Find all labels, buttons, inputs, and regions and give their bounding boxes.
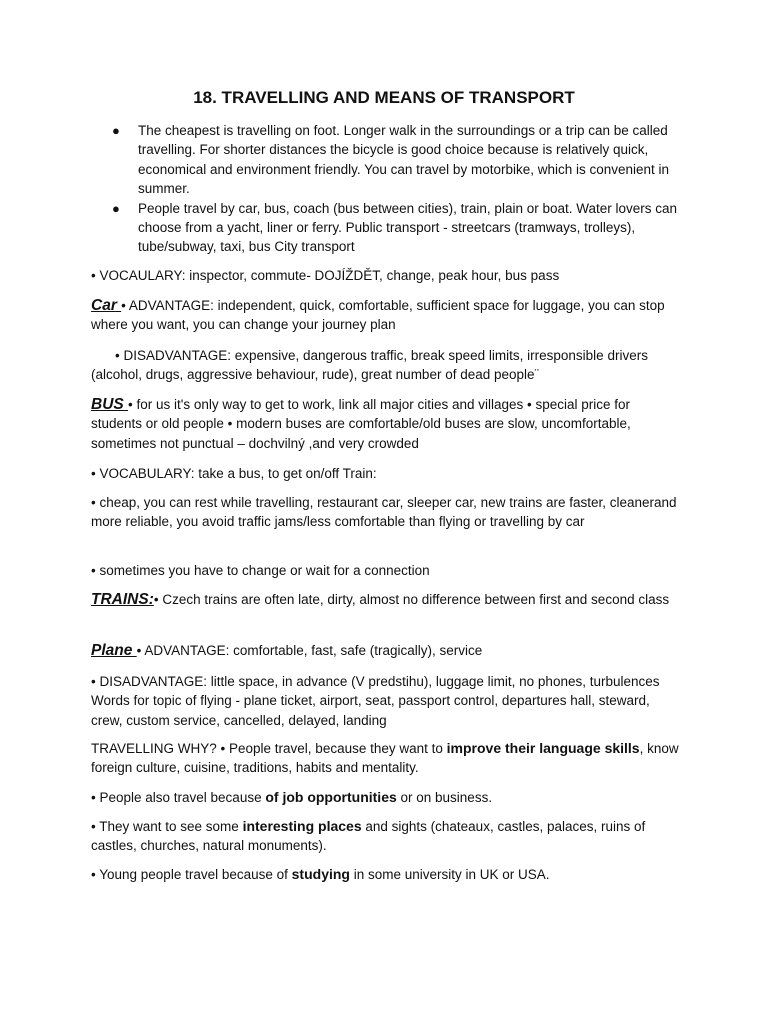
plane-disadvantage-paragraph: • DISADVANTAGE: little space, in advance (V predstihu), luggage limit, no phones, turbulences Words for topic of flying - plane ticket, airport, seat, passport control, departures hall, steward, crew, custom service, cancelled, delayed, landing [91, 674, 660, 728]
job-paragraph [91, 788, 681, 807]
bus-heading: BUS [91, 396, 129, 413]
trains-heading: TRAINS: [91, 591, 154, 608]
vocabulary-train-paragraph: • VOCABULARY: take a bus, to get on/off Train: [91, 466, 377, 481]
why-tail-text: , know foreign culture, cuisine, traditions, habits and mentality. [91, 741, 679, 776]
plane-advantage-text: • ADVANTAGE: comfortable, fast, safe (tragically), service [136, 643, 483, 658]
bullet-icon: ● [112, 200, 120, 216]
plane-heading: Plane [91, 642, 137, 659]
young-people-paragraph [91, 865, 681, 884]
job-bold-text: of job opportunities [265, 789, 397, 805]
list-item [110, 121, 688, 199]
job-lead-text: • People also travel because [91, 790, 266, 805]
bullet-icon: ● [112, 123, 120, 138]
travelling-why-paragraph [91, 739, 681, 778]
bullet-text: People travel by car, bus, coach (bus between cities), train, plain or boat. Water lovers can choose from a yacht, liner or ferry. Public transport - streetcars (tramways, trolleys), tube/subway, taxi, bus City transport [138, 200, 678, 255]
places-tail-text: and sights (chateaux, castles, palaces, ruins of castles, churches, natural monuments). [91, 819, 646, 854]
train-advantage-paragraph: • cheap, you can rest while travelling, restaurant car, sleeper car, new trains are faster, cleanerand more reliable, you avoid traffic jams/less comfortable than flying or travelling by car [91, 495, 677, 530]
vocabulary-paragraph: • VOCAULARY: inspector, commute- DOJÍŽDĚT, change, peak hour, bus pass [91, 268, 560, 283]
places-lead-text: • They want to see some [91, 819, 243, 834]
young-lead-text: • Young people travel because of [91, 867, 292, 882]
list-item [110, 199, 688, 257]
bus-paragraph [91, 395, 681, 453]
bullet-text: The cheapest is travelling on foot. Longer walk in the surroundings or a trip can be called travelling. For shorter distances the bicycle is good choice because is relatively quick, economical and environment friendly. You can travel by motorbike, which is convenient in summer. [138, 123, 670, 197]
places-paragraph [91, 817, 681, 856]
car-disadvantage-paragraph: • DISADVANTAGE: expensive, dangerous traffic, break speed limits, irresponsible drivers (alcohol, drugs, aggressive behaviour, rude), great number of dead people¨ [91, 348, 648, 383]
train-connection-paragraph: • sometimes you have to change or wait for a connection [91, 563, 430, 578]
car-heading: Car [91, 297, 122, 314]
young-tail-text: in some university in UK or USA. [349, 867, 550, 882]
places-bold-text: interesting places [242, 818, 362, 834]
bus-text: • for us it's only way to get to work, link all major cities and villages • special price for students or old people • modern buses are comfortable/old buses are slow, uncomfortable, sometimes not punctual – dochvilný ,and very crowded [91, 397, 631, 451]
trains-text: • Czech trains are often late, dirty, almost no difference between first and second class [153, 592, 670, 607]
trains-paragraph [91, 590, 681, 609]
intro-bullet-list [110, 121, 688, 257]
document-title: 18. TRAVELLING AND MEANS OF TRANSPORT [193, 88, 575, 107]
why-bold-text: improve their language skills [446, 740, 640, 756]
job-tail-text: or on business. [396, 790, 493, 805]
car-advantage-text: • ADVANTAGE: independent, quick, comfortable, sufficient space for luggage, you can stop where you want, you can change your journey plan [91, 298, 665, 333]
why-lead-text: TRAVELLING WHY? • People travel, because they want to [91, 741, 447, 756]
plane-advantage-paragraph [91, 641, 681, 660]
car-advantage-paragraph [91, 296, 681, 335]
young-bold-text: studying [291, 866, 350, 882]
